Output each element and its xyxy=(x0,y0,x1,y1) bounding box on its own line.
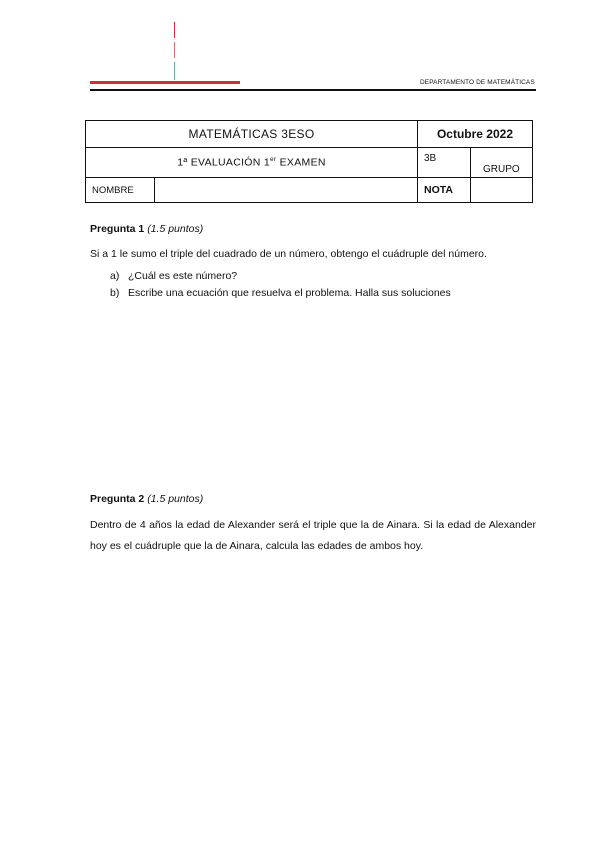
question-2-title xyxy=(90,490,536,509)
list-item-marker: a) xyxy=(110,270,120,282)
header-accent-line xyxy=(90,81,240,84)
list-item-text: Escribe una ecuación que resuelva el problema. Halla sus soluciones xyxy=(128,287,451,299)
list-item-text: ¿Cuál es este número? xyxy=(128,270,238,282)
question-1-title xyxy=(90,220,536,239)
name-label-cell: NOMBRE xyxy=(86,178,155,203)
evaluation-cell xyxy=(86,148,418,178)
question-2-text: Dentro de 4 años la edad de Alexander será el triple que la de Ainara. Si la edad de Alexander hoy es el cuádruple que la de Ainara, calcula las edades de ambos hoy. xyxy=(90,519,536,552)
question-2 xyxy=(90,490,536,557)
question-1-text: Si a 1 le sumo el triple del cuadrado de un número, obtengo el cuádruple del número. xyxy=(90,248,487,260)
name-field[interactable] xyxy=(155,178,418,203)
question-1 xyxy=(90,220,536,302)
list-item-marker: b) xyxy=(110,287,120,299)
date-cell: Octubre 2022 xyxy=(418,121,533,148)
evaluation-text: 1ª EVALUACIÓN 1 xyxy=(177,156,271,169)
question-2-label: Pregunta 2 xyxy=(90,493,145,505)
group-label-cell: GRUPO xyxy=(470,148,532,178)
list-item xyxy=(90,268,536,285)
grade-field[interactable] xyxy=(470,178,532,203)
department-label: DEPARTAMENTO DE MATEMÁTICAS xyxy=(420,79,535,86)
grade-label-cell: NOTA xyxy=(418,178,471,203)
question-1-label: Pregunta 1 xyxy=(90,223,145,235)
question-2-points: (1.5 puntos) xyxy=(147,493,204,505)
evaluation-superscript: er xyxy=(270,156,277,164)
question-1-points: (1.5 puntos) xyxy=(147,223,204,235)
list-item xyxy=(90,285,536,302)
question-1-items xyxy=(90,268,536,302)
header-divider xyxy=(90,89,536,91)
exam-header-table xyxy=(85,120,533,203)
evaluation-suffix: EXAMEN xyxy=(276,156,326,169)
school-logo-mark xyxy=(172,22,180,82)
course-cell: 3B xyxy=(418,148,471,178)
subject-cell: MATEMÁTICAS 3ESO xyxy=(86,121,418,148)
